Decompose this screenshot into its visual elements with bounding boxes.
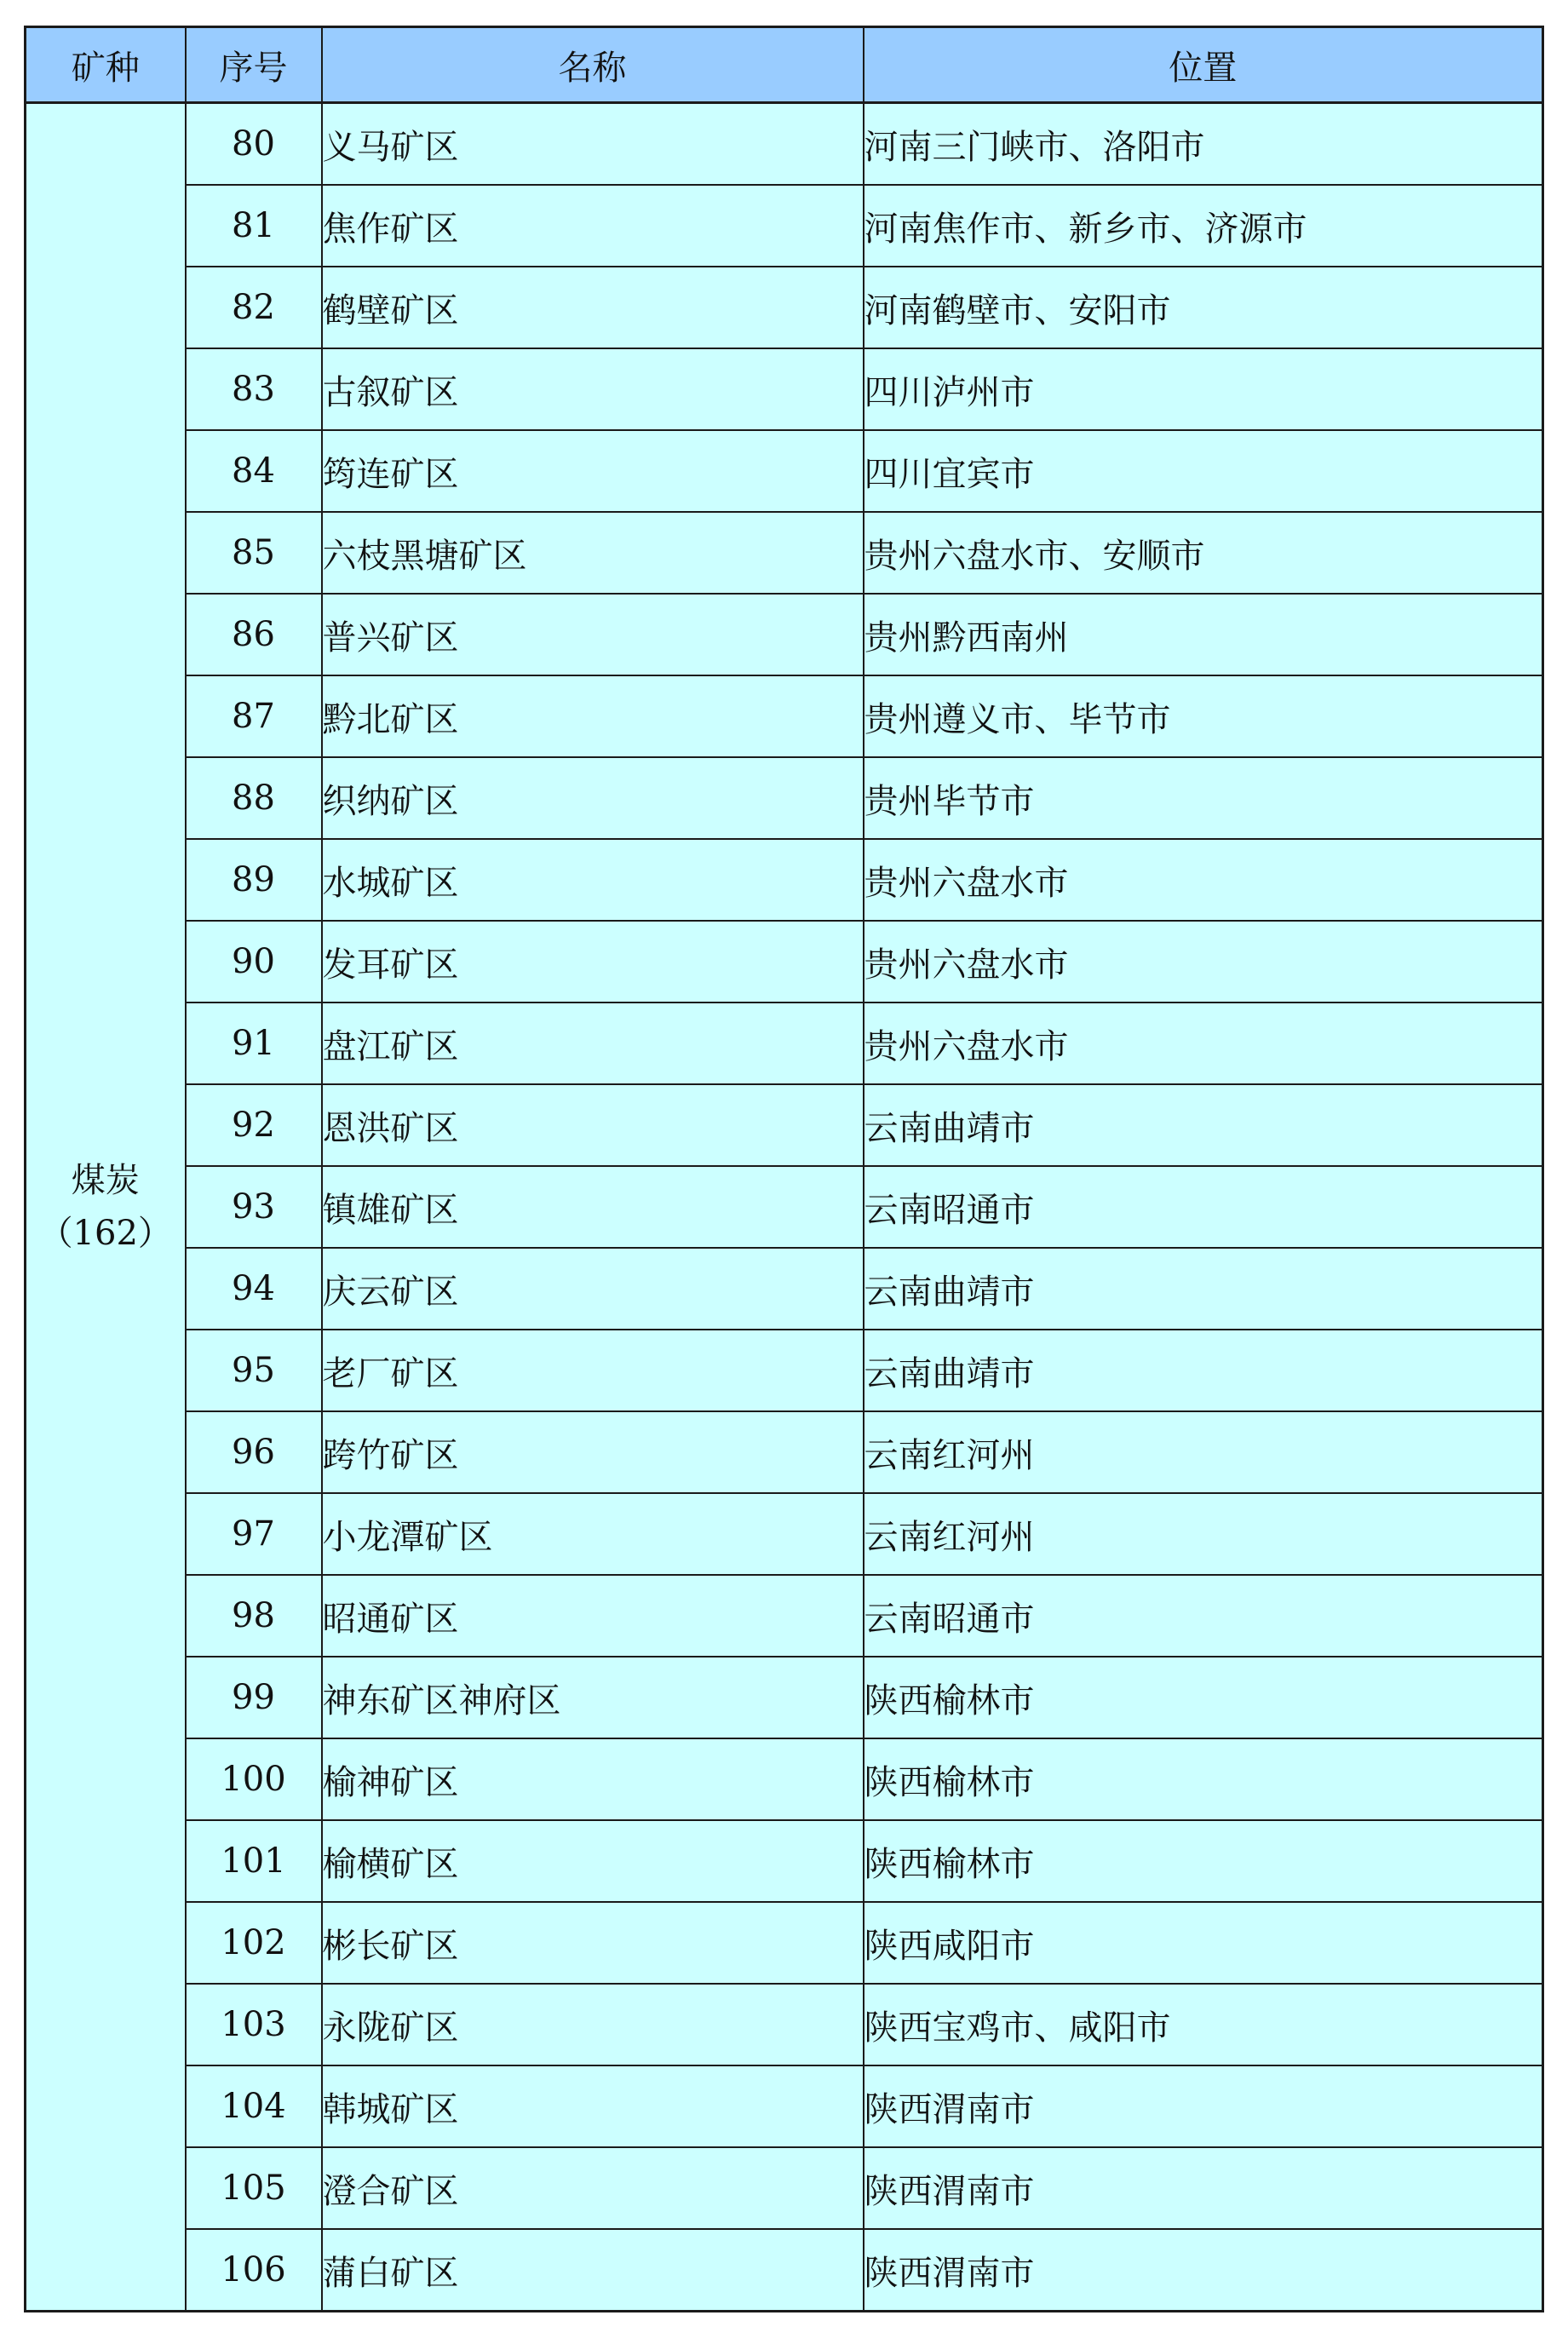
mining-area-table — [24, 26, 1544, 2312]
mining-area-location: 河南焦作市、新乡市、济源市 — [864, 185, 1543, 267]
mining-area-location: 河南三门峡市、洛阳市 — [864, 103, 1543, 186]
row-number: 88 — [186, 757, 322, 839]
table-row — [26, 1820, 1543, 1902]
table-row — [26, 2229, 1543, 2312]
mining-area-location: 陕西渭南市 — [864, 2229, 1543, 2312]
table-row — [26, 1084, 1543, 1166]
table-body — [26, 103, 1543, 2312]
mining-area-location: 四川泸州市 — [864, 348, 1543, 430]
mining-area-location: 贵州六盘水市、安顺市 — [864, 512, 1543, 594]
row-number: 84 — [186, 430, 322, 512]
mining-area-location: 陕西咸阳市 — [864, 1902, 1543, 1984]
table-row — [26, 2147, 1543, 2229]
row-number: 86 — [186, 594, 322, 675]
mining-area-name: 榆神矿区 — [322, 1738, 864, 1820]
table-row — [26, 103, 1543, 186]
mining-area-name: 神东矿区神府区 — [322, 1657, 864, 1738]
mining-area-location: 河南鹤壁市、安阳市 — [864, 267, 1543, 348]
table-row — [26, 2065, 1543, 2147]
row-number: 82 — [186, 267, 322, 348]
mining-area-name: 庆云矿区 — [322, 1248, 864, 1330]
row-number: 90 — [186, 921, 322, 1003]
mining-area-name: 彬长矿区 — [322, 1902, 864, 1984]
table-row — [26, 1411, 1543, 1493]
mining-area-name: 焦作矿区 — [322, 185, 864, 267]
mining-area-location: 陕西宝鸡市、咸阳市 — [864, 1984, 1543, 2065]
mining-area-name: 小龙潭矿区 — [322, 1493, 864, 1575]
mining-area-name: 榆横矿区 — [322, 1820, 864, 1902]
mining-area-name: 老厂矿区 — [322, 1330, 864, 1411]
row-number: 101 — [186, 1820, 322, 1902]
mining-area-location: 云南红河州 — [864, 1411, 1543, 1493]
mining-area-location: 云南曲靖市 — [864, 1248, 1543, 1330]
mining-area-location: 云南昭通市 — [864, 1575, 1543, 1657]
mining-area-name: 发耳矿区 — [322, 921, 864, 1003]
row-number: 85 — [186, 512, 322, 594]
row-number: 98 — [186, 1575, 322, 1657]
mining-area-name: 澄合矿区 — [322, 2147, 864, 2229]
row-number: 80 — [186, 103, 322, 186]
table-row — [26, 1493, 1543, 1575]
mining-area-name: 六枝黑塘矿区 — [322, 512, 864, 594]
mining-area-location: 贵州六盘水市 — [864, 1003, 1543, 1084]
table-row — [26, 1003, 1543, 1084]
mining-area-location: 云南曲靖市 — [864, 1084, 1543, 1166]
mining-area-name: 盘江矿区 — [322, 1003, 864, 1084]
row-number: 94 — [186, 1248, 322, 1330]
mining-area-name: 跨竹矿区 — [322, 1411, 864, 1493]
table-row — [26, 675, 1543, 757]
table-header-row — [26, 27, 1543, 103]
row-number: 93 — [186, 1166, 322, 1248]
mining-area-name: 古叙矿区 — [322, 348, 864, 430]
header-name: 名称 — [322, 27, 864, 103]
mining-area-name: 织纳矿区 — [322, 757, 864, 839]
table-row — [26, 1330, 1543, 1411]
header-number: 序号 — [186, 27, 322, 103]
row-number: 96 — [186, 1411, 322, 1493]
mining-area-location: 贵州毕节市 — [864, 757, 1543, 839]
table-row — [26, 921, 1543, 1003]
mining-area-name: 普兴矿区 — [322, 594, 864, 675]
mining-area-name: 筠连矿区 — [322, 430, 864, 512]
row-number: 87 — [186, 675, 322, 757]
mining-area-location: 云南昭通市 — [864, 1166, 1543, 1248]
table-row — [26, 757, 1543, 839]
mining-area-name: 水城矿区 — [322, 839, 864, 921]
table-row — [26, 1902, 1543, 1984]
row-number: 97 — [186, 1493, 322, 1575]
table-row — [26, 348, 1543, 430]
table-row — [26, 839, 1543, 921]
table-row — [26, 1248, 1543, 1330]
mining-area-location: 贵州遵义市、毕节市 — [864, 675, 1543, 757]
mining-area-name: 镇雄矿区 — [322, 1166, 864, 1248]
mining-area-name: 蒲白矿区 — [322, 2229, 864, 2312]
mining-area-location: 陕西渭南市 — [864, 2147, 1543, 2229]
table-row — [26, 512, 1543, 594]
mining-area-location: 云南曲靖市 — [864, 1330, 1543, 1411]
header-location: 位置 — [864, 27, 1543, 103]
row-number: 104 — [186, 2065, 322, 2147]
row-number: 100 — [186, 1738, 322, 1820]
document-page — [24, 26, 1542, 2315]
table-row — [26, 1166, 1543, 1248]
row-number: 95 — [186, 1330, 322, 1411]
row-number: 91 — [186, 1003, 322, 1084]
row-number: 89 — [186, 839, 322, 921]
mining-area-location: 陕西榆林市 — [864, 1738, 1543, 1820]
row-number: 99 — [186, 1657, 322, 1738]
category-cell — [26, 103, 186, 2312]
table-row — [26, 1738, 1543, 1820]
row-number: 103 — [186, 1984, 322, 2065]
row-number: 81 — [186, 185, 322, 267]
table-row — [26, 1575, 1543, 1657]
row-number: 105 — [186, 2147, 322, 2229]
mining-area-location: 贵州黔西南州 — [864, 594, 1543, 675]
table-row — [26, 1657, 1543, 1738]
header-category: 矿种 — [26, 27, 186, 103]
mining-area-name: 黔北矿区 — [322, 675, 864, 757]
mining-area-location: 陕西渭南市 — [864, 2065, 1543, 2147]
category-count: （162） — [38, 1214, 172, 1253]
mining-area-name: 义马矿区 — [322, 103, 864, 186]
row-number: 83 — [186, 348, 322, 430]
mining-area-location: 云南红河州 — [864, 1493, 1543, 1575]
row-number: 102 — [186, 1902, 322, 1984]
mining-area-location: 贵州六盘水市 — [864, 839, 1543, 921]
table-row — [26, 267, 1543, 348]
row-number: 92 — [186, 1084, 322, 1166]
table-row — [26, 594, 1543, 675]
mining-area-location: 四川宜宾市 — [864, 430, 1543, 512]
row-number: 106 — [186, 2229, 322, 2312]
mining-area-location: 陕西榆林市 — [864, 1820, 1543, 1902]
mining-area-name: 鹤壁矿区 — [322, 267, 864, 348]
table-row — [26, 430, 1543, 512]
table-row — [26, 1984, 1543, 2065]
mining-area-name: 永陇矿区 — [322, 1984, 864, 2065]
mining-area-name: 恩洪矿区 — [322, 1084, 864, 1166]
mining-area-location: 陕西榆林市 — [864, 1657, 1543, 1738]
category-name: 煤炭 — [71, 1161, 140, 1200]
mining-area-location: 贵州六盘水市 — [864, 921, 1543, 1003]
mining-area-name: 昭通矿区 — [322, 1575, 864, 1657]
mining-area-name: 韩城矿区 — [322, 2065, 864, 2147]
table-row — [26, 185, 1543, 267]
